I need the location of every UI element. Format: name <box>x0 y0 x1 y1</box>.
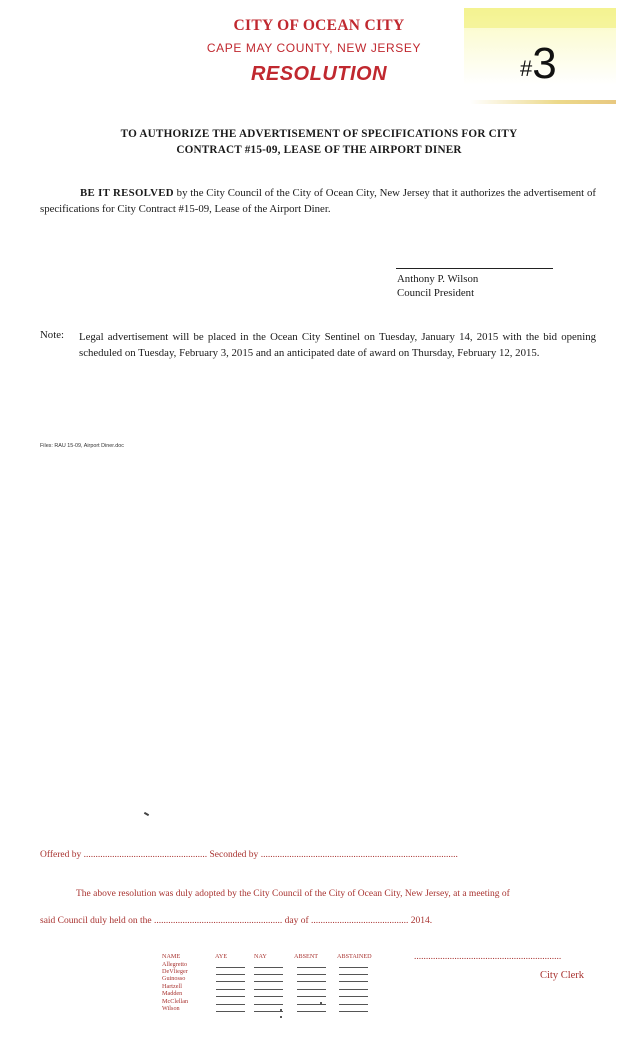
vote-blank-abstained[interactable] <box>339 996 368 997</box>
vote-blank-nay[interactable] <box>254 989 283 990</box>
col-name: NAME <box>162 953 181 960</box>
vote-blank-aye[interactable] <box>216 974 245 975</box>
vote-blank-abstained[interactable] <box>339 1011 368 1012</box>
offered-row <box>40 850 598 860</box>
offered-by-label: Offered by <box>40 850 82 860</box>
adopted-statement-line-1: The above resolution was duly adopted by the City Council of the City of Ocean City, New Jersey, at a meeting of <box>76 889 510 899</box>
stray-mark <box>144 812 149 816</box>
signer-name: Anthony P. Wilson <box>397 273 479 285</box>
held-on-label: said Council duly held on the <box>40 916 152 926</box>
seconded-by-field[interactable]: ................................................................................... <box>260 850 458 860</box>
col-aye: AYE <box>215 953 228 960</box>
ink-mark <box>280 1016 282 1018</box>
document-type: RESOLUTION <box>250 63 388 85</box>
year-label: 2014. <box>410 916 433 926</box>
member-name: Madden <box>162 990 183 998</box>
resolution-number <box>520 39 600 88</box>
day-of-field[interactable]: ......................................... <box>311 916 411 926</box>
vote-blank-absent[interactable] <box>297 989 326 990</box>
body-lead: BE IT RESOLVED <box>80 187 174 199</box>
note-label: Note: <box>40 329 64 341</box>
col-abstained: ABSTAINED <box>337 953 372 960</box>
vote-blank-nay[interactable] <box>254 996 283 997</box>
vote-blank-aye[interactable] <box>216 989 245 990</box>
title-line-2: CONTRACT #15-09, LEASE OF THE AIRPORT DINER <box>176 144 462 156</box>
vote-blank-nay[interactable] <box>254 967 283 968</box>
vote-blank-aye[interactable] <box>216 981 245 982</box>
resolution-body <box>40 185 596 217</box>
note-text: Legal advertisement will be placed in the Ocean City Sentinel on Tuesday, January 14, 2015 with the bid opening scheduled on Tuesday, February 3, 2015 and an anticipated date of award on Thursday, February 12, 2015. <box>79 331 596 359</box>
col-nay: NAY <box>254 953 267 960</box>
member-name: DeVlieger <box>162 967 188 975</box>
clerk-signature-field[interactable]: .............................................................. <box>414 952 562 962</box>
vote-blank-aye[interactable] <box>216 996 245 997</box>
ink-mark <box>320 1002 322 1004</box>
col-absent: ABSENT <box>294 953 319 960</box>
sticky-note-edge <box>470 100 616 104</box>
file-reference: Files: RAU 15-09, Airport Diner.doc <box>40 443 124 449</box>
signer-title: Council President <box>397 287 475 299</box>
vote-blank-absent[interactable] <box>297 996 326 997</box>
vote-blank-absent[interactable] <box>297 974 326 975</box>
member-name: Guinosso <box>162 975 186 983</box>
vote-blank-absent[interactable] <box>297 981 326 982</box>
vote-blank-absent[interactable] <box>297 967 326 968</box>
resolution-title <box>60 126 578 158</box>
offered-by-field[interactable]: .................................................... <box>83 850 210 860</box>
vote-blank-abstained[interactable] <box>339 981 368 982</box>
county-name: CAPE MAY COUNTY, NEW JERSEY <box>206 41 422 55</box>
member-name: McClellan <box>162 997 189 1005</box>
signature-line <box>396 268 553 269</box>
held-on-field[interactable]: ...................................................... <box>154 916 285 926</box>
city-clerk-label: City Clerk <box>540 970 585 981</box>
city-name: CITY OF OCEAN CITY <box>233 17 405 34</box>
vote-blank-abstained[interactable] <box>339 974 368 975</box>
body-text: by the City Council of the City of Ocean City, New Jersey that it authorizes the advertisement of specifications for City Contract #15-09, Lease of the Airport Diner. <box>40 187 596 215</box>
seconded-by-label: Seconded by <box>209 850 259 860</box>
day-of-label: day of <box>284 916 309 926</box>
vote-blank-aye[interactable] <box>216 1011 245 1012</box>
vote-blank-nay[interactable] <box>254 974 283 975</box>
vote-blank-nay[interactable] <box>254 981 283 982</box>
vote-blank-nay[interactable] <box>254 1004 283 1005</box>
vote-blank-abstained[interactable] <box>339 967 368 968</box>
vote-blank-nay[interactable] <box>254 1011 283 1012</box>
adopted-statement-line-2 <box>40 916 540 926</box>
number-value: 3 <box>532 39 557 88</box>
title-line-1: TO AUTHORIZE THE ADVERTISEMENT OF SPECIFICATIONS FOR CITY <box>120 128 518 140</box>
vote-blank-absent[interactable] <box>297 1011 326 1012</box>
member-name: Hartzell <box>162 982 182 990</box>
vote-blank-abstained[interactable] <box>339 1004 368 1005</box>
ink-mark <box>280 1009 282 1011</box>
vote-blank-aye[interactable] <box>216 1004 245 1005</box>
vote-blank-aye[interactable] <box>216 967 245 968</box>
vote-blank-abstained[interactable] <box>339 989 368 990</box>
signature-block <box>397 272 478 300</box>
member-name: Allegretto <box>162 960 188 968</box>
member-name: Wilson <box>162 1004 180 1012</box>
number-hash: # <box>520 56 533 81</box>
